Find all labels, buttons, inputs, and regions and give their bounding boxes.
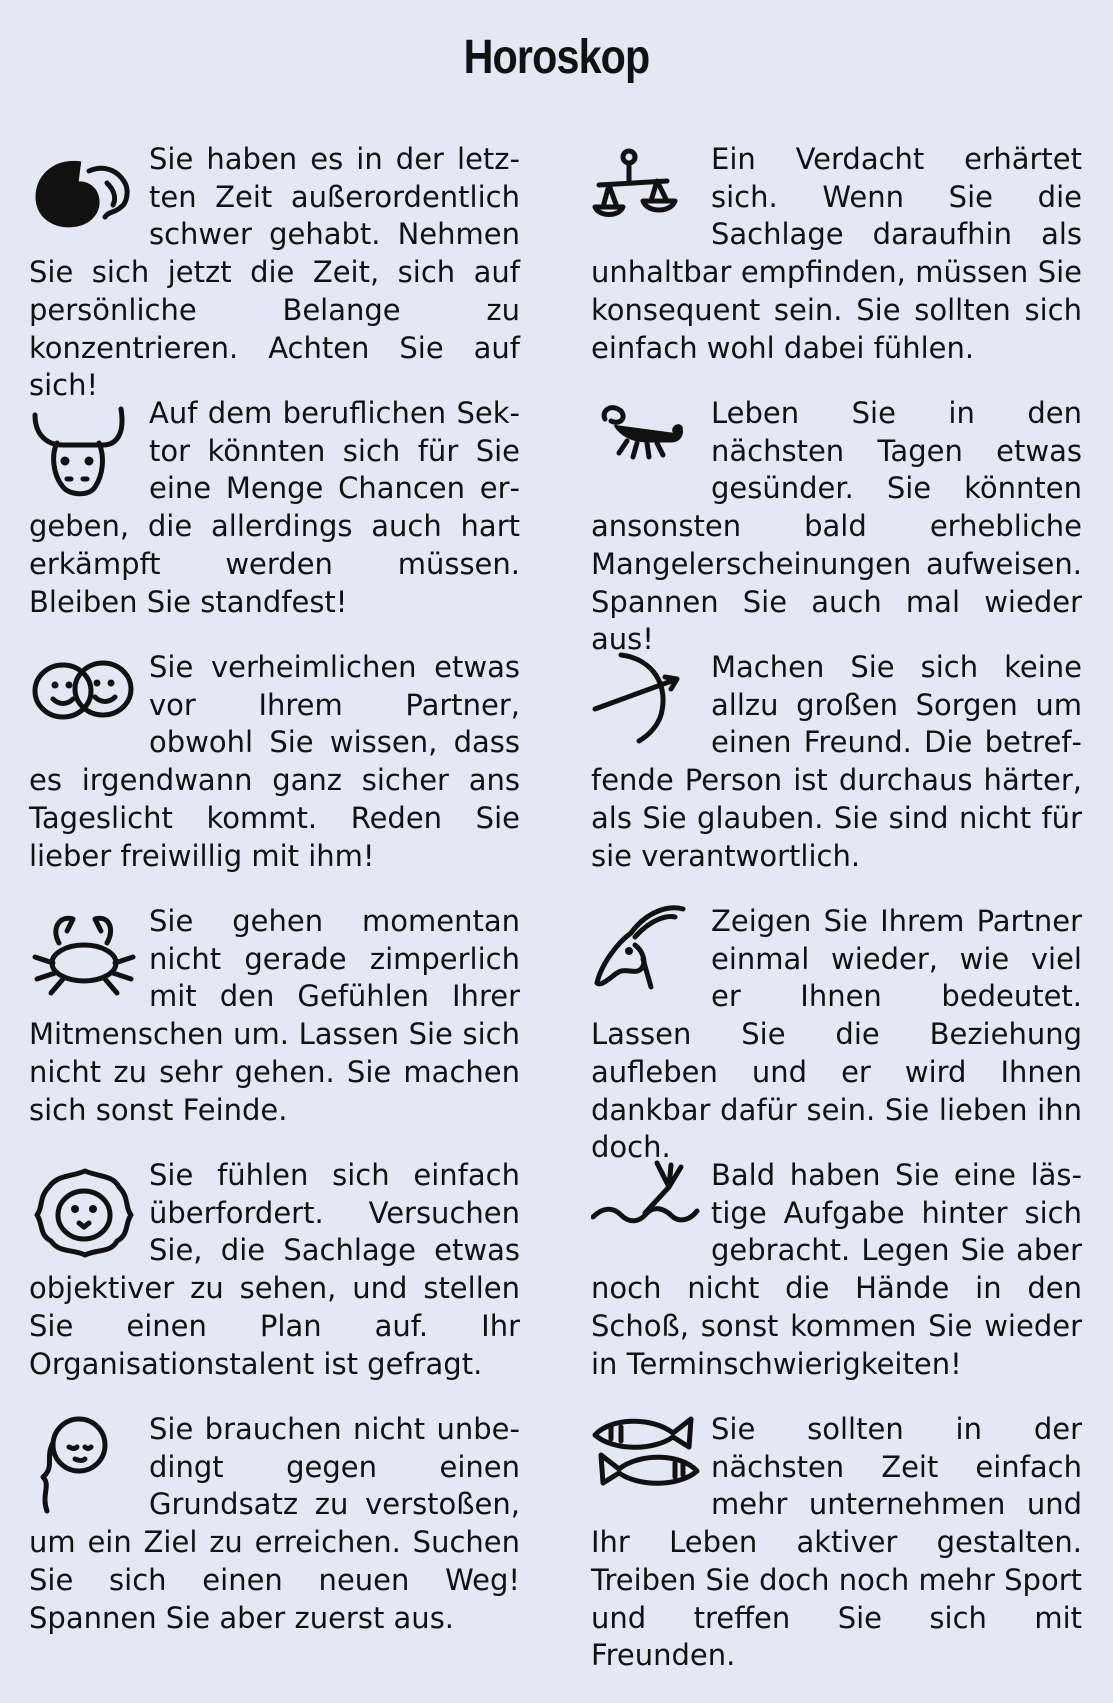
horoscope-entry-scorpio [591, 395, 1082, 657]
horoscope-entry-capricorn [591, 903, 1082, 1165]
capricorn-icon [591, 903, 706, 1013]
scorpio-icon [591, 395, 706, 505]
horoscope-entry-leo [29, 1157, 520, 1411]
horoscope-entry-libra [591, 141, 1082, 395]
horoscope-text: Bald haben Sie eine lästige Aufgabe hinter sich gebracht. Legen Sie aber noch nicht die Hände in den Schoß, sonst kommen Sie wieder in Terminschwierigkeiten! [591, 1158, 1082, 1381]
horoscope-text: Sie verheimlichen etwas vor Ihrem Partner, obwohl Sie wissen, dass es irgendwann ganz sicher ans Tageslicht kommt. Reden Sie lieber freiwillig mit ihm! [29, 650, 520, 873]
horoscope-text: Zeigen Sie Ihrem Partner einmal wieder, wie viel er Ihnen bedeutet. Lassen Sie die Beziehung aufleben und er wird Ihnen dankbar dafür sein. Sie lieben ihn doch. [591, 904, 1082, 1165]
horoscope-entry-aries [29, 141, 520, 403]
pisces-icon [591, 1411, 706, 1521]
horoscope-entry-aquarius [591, 1157, 1082, 1411]
virgo-icon [29, 1411, 144, 1521]
horoscope-text: Sie gehen momentan nicht gerade zimperlich mit den Gefühlen Ihrer Mitmenschen um. Lassen Sie sich nicht zu sehr gehen. Sie machen sich sonst Feinde. [29, 904, 520, 1127]
horoscope-text: Machen Sie sich keine allzu großen Sorgen um einen Freund. Die betreffende Person ist durchaus härter, als Sie glauben. Sie sind nicht für sie verantwortlich. [591, 650, 1082, 873]
horoscope-entry-gemini [29, 649, 520, 903]
horoscope-text: Ein Verdacht erhärtet sich. Wenn Sie die Sachlage daraufhin als unhaltbar empfinden, müssen Sie konsequent sein. Sie sollten sich einfach wohl dabei fühlen. [591, 142, 1082, 365]
horoscope-entry-cancer [29, 903, 520, 1157]
horoscope-text: Sie brauchen nicht unbedingt gegen einen Grundsatz zu verstoßen, um ein Ziel zu erreichen. Suchen Sie sich einen neuen Weg! Spannen Sie aber zuerst aus. [29, 1412, 520, 1635]
horoscope-text: Leben Sie in den nächsten Tagen etwas gesünder. Sie könnten ansonsten bald erhebliche Mangelerscheinungen aufweisen. Spannen Sie auch mal wieder aus! [591, 396, 1082, 657]
taurus-icon [29, 395, 144, 505]
libra-icon [591, 141, 706, 251]
horoscope-text: Sie sollten in der nächsten Zeit einfach mehr unternehmen und Ihr Leben aktiver gestalten. Treiben Sie doch noch mehr Sport und treffen Sie sich mit Freunden. [591, 1412, 1082, 1673]
left-column [29, 141, 520, 1665]
horoscope-text: Sie haben es in der letzten Zeit außerordentlich schwer gehabt. Nehmen Sie sich jetzt die Zeit, sich auf persönliche Belange zu konzentrieren. Achten Sie auf sich! [29, 142, 520, 403]
gemini-icon [29, 649, 144, 759]
page-title: Horoskop [463, 31, 650, 84]
aquarius-icon [591, 1157, 706, 1267]
cancer-icon [29, 903, 144, 1013]
horoscope-text: Sie fühlen sich einfach überfordert. Versuchen Sie, die Sachlage etwas objektiver zu sehen, und stellen Sie einen Plan auf. Ihr Organisationstalent ist gefragt. [29, 1158, 520, 1381]
horoscope-text: Auf dem beruflichen Sektor könnten sich für Sie eine Menge Chancen ergeben, die allerdings auch hart erkämpft werden müssen. Bleiben Sie standfest! [29, 396, 520, 619]
leo-icon [29, 1157, 144, 1267]
horoscope-entry-taurus [29, 395, 520, 649]
aries-icon [29, 141, 144, 251]
sagittarius-icon [591, 649, 706, 759]
horoscope-entry-virgo [29, 1411, 520, 1665]
horoscope-entry-sagittarius [591, 649, 1082, 903]
right-column [591, 141, 1082, 1673]
horoscope-entry-pisces [591, 1411, 1082, 1673]
